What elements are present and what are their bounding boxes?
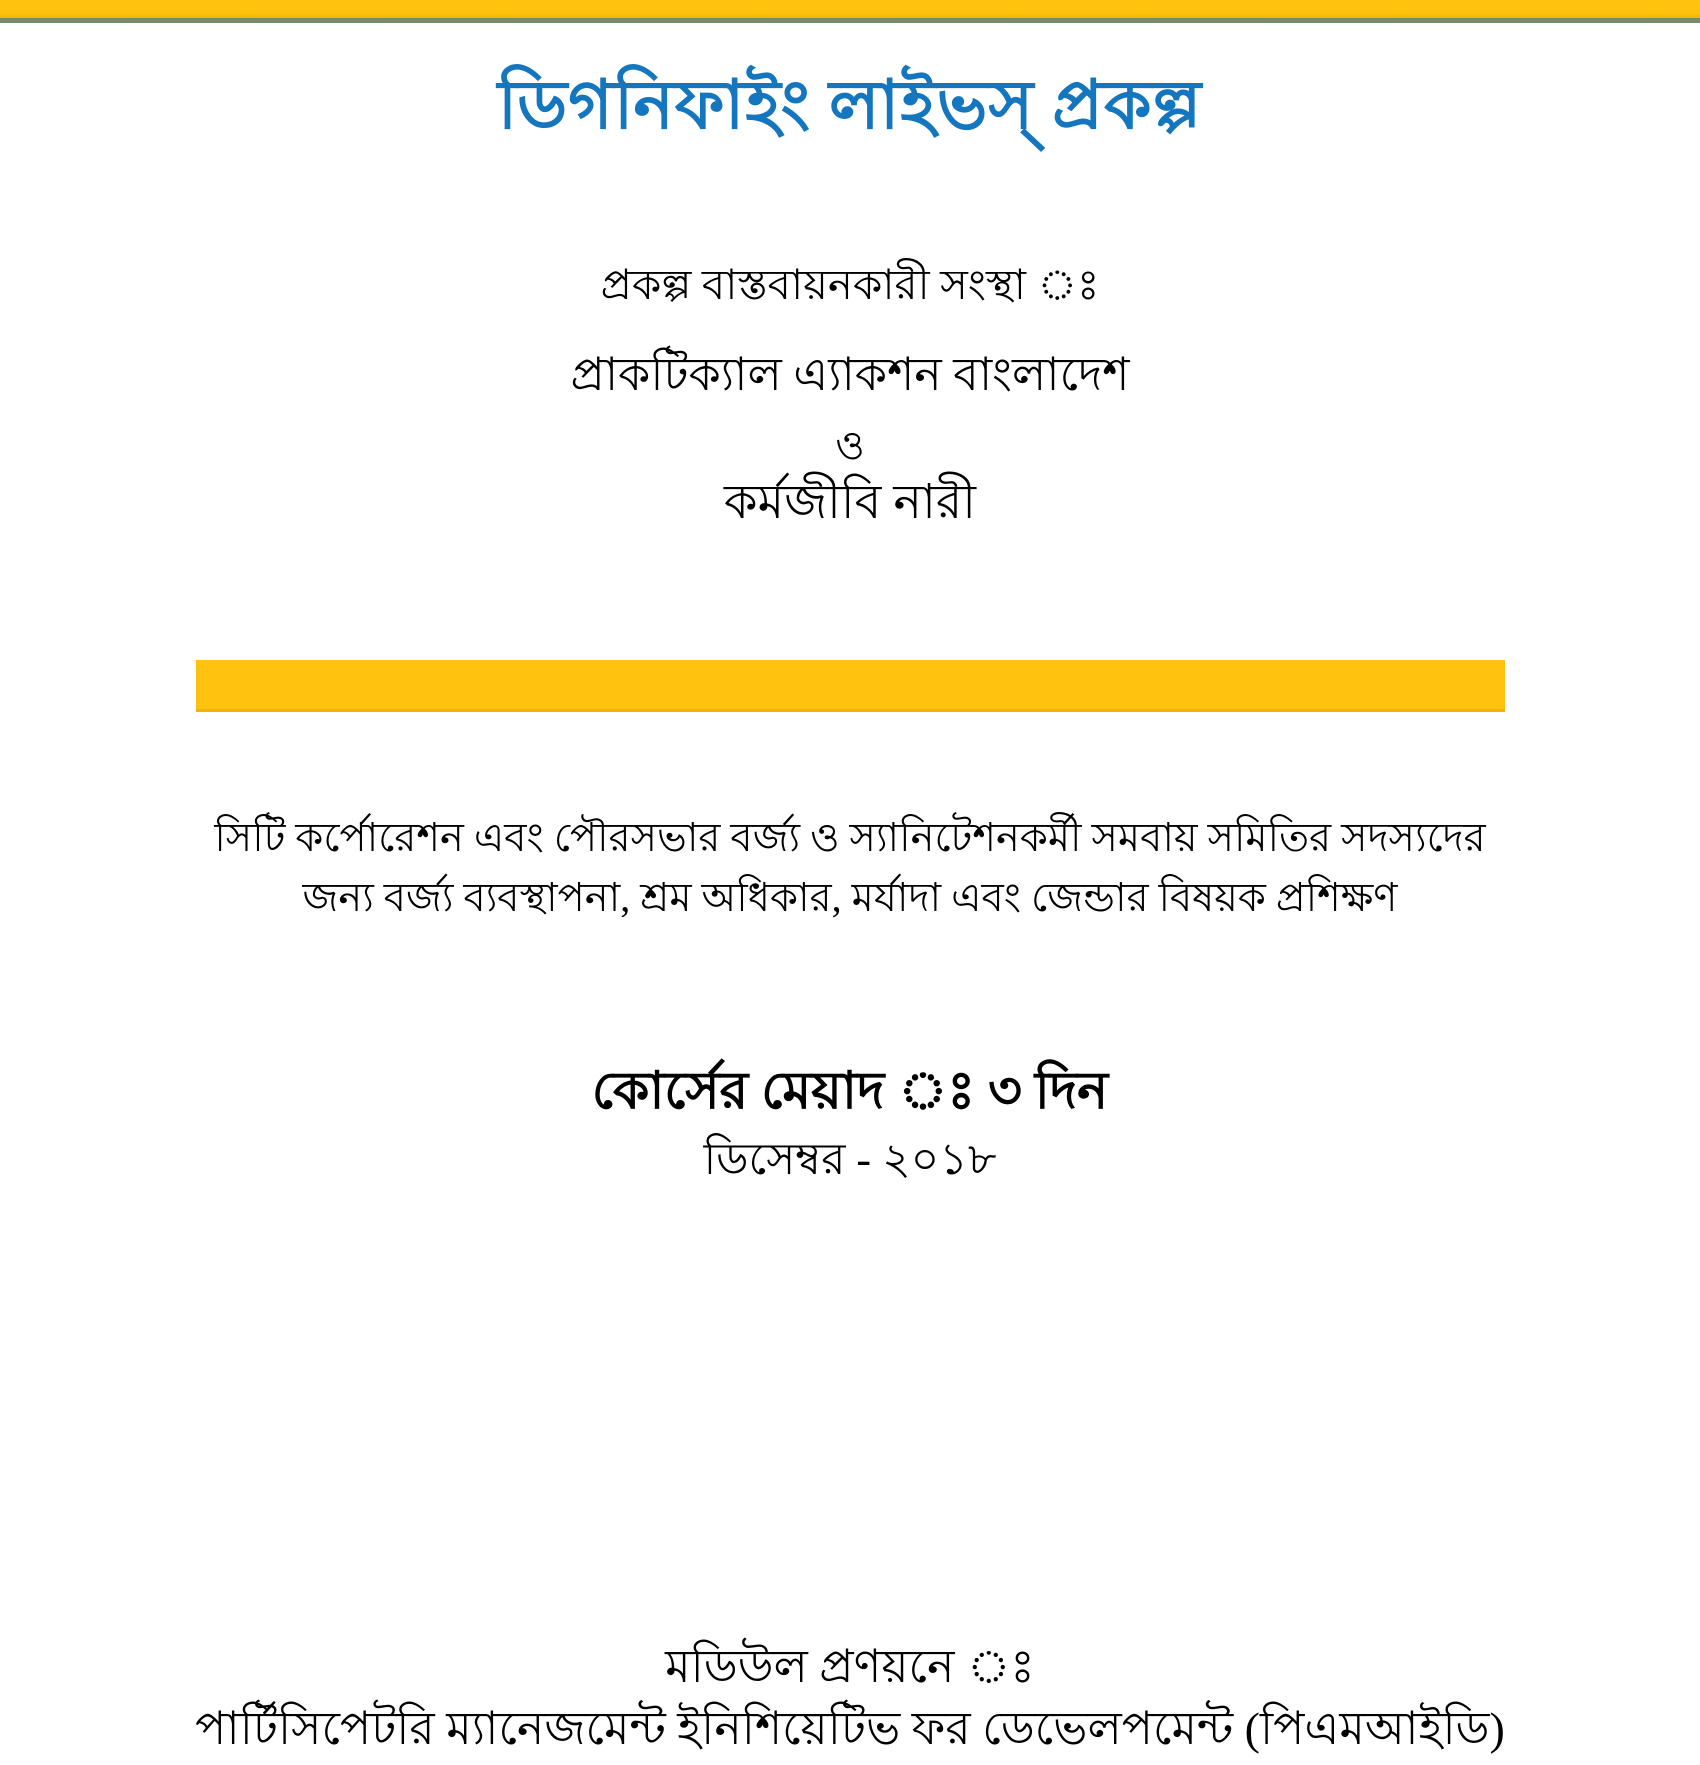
module-prepared-by-organization: পার্টিসিপেটরি ম্যানেজমেন্ট ইনিশিয়েটিভ ফর ডেভেলপমেন্ট (পিএমআইডি) [195,1703,1505,1754]
implementing-org-label: প্রকল্প বাস্তবায়নকারী সংস্থা ঃ [600,263,1100,309]
course-date: ডিসেম্বর - ২০১৮ [703,1135,997,1184]
training-title-line-1: সিটি কর্পোরেশন এবং পৌরসভার বর্জ্য ও স্যানিটেশনকর্মী সমবায় সমিতির সদস্যদের [214,815,1486,860]
module-prepared-by-label: মডিউল প্রণয়নে ঃ [665,1641,1035,1692]
training-title-line-2: জন্য বর্জ্য ব্যবস্থাপনা, শ্রম অধিকার, মর্যাদা এবং জেন্ডার বিষয়ক প্রশিক্ষণ [302,875,1398,920]
conjunction-and: ও [835,423,865,468]
document-title: ডিগনিফাইং লাইভস্ প্রকল্প [497,67,1203,143]
implementing-org-2: কর্মজীবি নারী [723,476,977,529]
course-duration: কোর্সের মেয়াদ ঃ ৩ দিন [591,1063,1109,1120]
yellow-divider-band [196,660,1505,712]
top-band-olive-edge [0,18,1700,23]
implementing-org-1: প্রাকটিক্যাল এ্যাকশন বাংলাদেশ [570,349,1130,400]
top-yellow-band [0,0,1700,18]
